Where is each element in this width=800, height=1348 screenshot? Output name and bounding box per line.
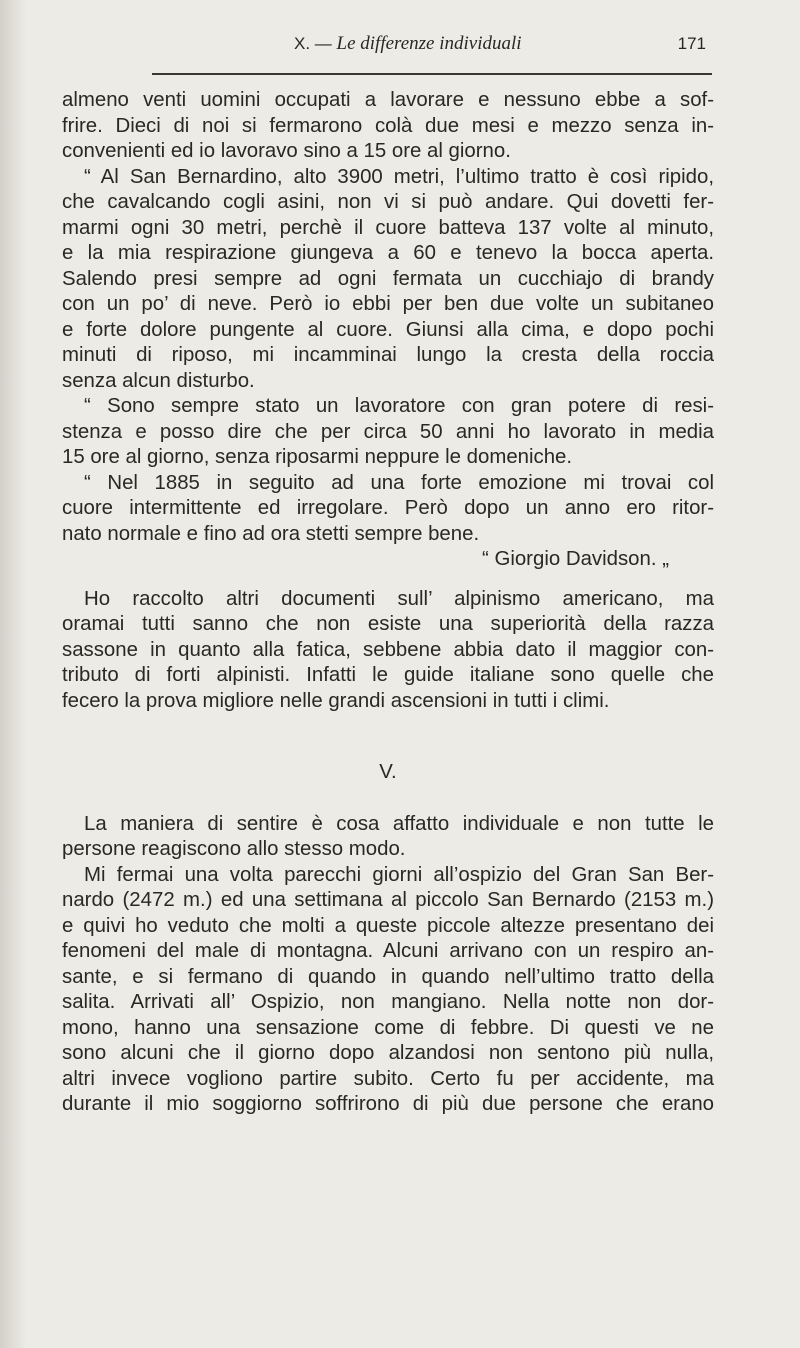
text-line: marmi ogni 30 metri, perchè il cuore batteva 137 volte al minuto, bbox=[62, 216, 714, 239]
chapter-number: X. — bbox=[294, 34, 337, 53]
text-line: Mi fermai una volta parecchi giorni all’ospizio del Gran San Ber- bbox=[84, 863, 714, 886]
section-gap bbox=[62, 714, 714, 760]
text-line: “ Nel 1885 in seguito ad una forte emozione mi trovai col bbox=[84, 471, 714, 494]
text-line: e quivi ho veduto che molti a queste piccole altezze presentano dei bbox=[62, 914, 714, 937]
text-line: e forte dolore pungente al cuore. Giunsi alla cima, e dopo pochi bbox=[62, 318, 714, 341]
text-line: “ Sono sempre stato un lavoratore con gran potere di resi- bbox=[84, 395, 714, 417]
section-heading: V. bbox=[379, 761, 397, 783]
signature-line: “ Giorgio Davidson. „ bbox=[482, 548, 669, 570]
text-line: sono alcuni che il giorno dopo alzandosi non sentono più nulla, bbox=[62, 1042, 714, 1064]
running-head-chapter bbox=[294, 30, 522, 58]
page-number: 171 bbox=[677, 34, 706, 53]
chapter-title: Le differenze individuali bbox=[336, 33, 522, 54]
text-line: fecero la prova migliore nelle grandi ascensioni in tutti i climi. bbox=[62, 689, 610, 712]
text-line: persone reagiscono allo stesso modo. bbox=[62, 838, 406, 860]
text-line: La maniera di sentire è cosa affatto individuale e non tutte le bbox=[84, 812, 714, 835]
text-line: tributo di forti alpinisti. Infatti le guide italiane sono quelle che bbox=[62, 664, 714, 686]
text-line: convenienti ed io lavoravo sino a 15 ore al giorno. bbox=[62, 140, 511, 162]
paragraph-gap bbox=[62, 573, 714, 587]
header-rule bbox=[152, 73, 712, 75]
text-line: Ho raccolto altri documenti sull’ alpinismo americano, ma bbox=[84, 587, 714, 610]
text-line: sante, e si fermano di quando in quando nell’ultimo tratto della bbox=[62, 965, 714, 988]
text-line: mono, hanno una sensazione come di febbre. Di questi ve ne bbox=[62, 1016, 714, 1039]
section-gap bbox=[62, 786, 714, 812]
text-line: “ Al San Bernardino, alto 3900 metri, l’ultimo tratto è così ripido, bbox=[84, 165, 714, 188]
text-line: cuore intermittente ed irregolare. Però dopo un anno ero ritor- bbox=[62, 497, 714, 519]
text-line: frire. Dieci di noi si fermarono colà due mesi e mezzo senza in- bbox=[62, 114, 714, 137]
text-line: stenza e posso dire che per circa 50 anni ho lavorato in media bbox=[62, 420, 714, 443]
text-line: salita. Arrivati all’ Ospizio, non mangiano. Nella notte non dor- bbox=[62, 991, 714, 1013]
text-line: minuti di riposo, mi incamminai lungo la cresta della roccia bbox=[62, 344, 714, 366]
text-line: 15 ore al giorno, senza riposarmi neppure le domeniche. bbox=[62, 446, 573, 468]
text-line: sassone in quanto alla fatica, sebbene abbia dato il maggior con- bbox=[62, 638, 714, 661]
text-line: senza alcun disturbo. bbox=[62, 369, 255, 392]
text-line: e la mia respirazione giungeva a 60 e tenevo la bocca aperta. bbox=[62, 242, 714, 264]
text-line: fenomeni del male di montagna. Alcuni arrivano con un respiro an- bbox=[62, 940, 714, 962]
text-line: che cavalcando cogli asini, non vi si può andare. Qui dovetti fer- bbox=[62, 191, 714, 213]
text-line: almeno venti uomini occupati a lavorare e nessuno ebbe a sof- bbox=[62, 89, 714, 111]
text-line: oramai tutti sanno che non esiste una superiorità della razza bbox=[62, 613, 714, 635]
text-line: durante il mio soggiorno soffrirono di più due persone che erano bbox=[62, 1093, 714, 1115]
text-line: con un po’ di neve. Però io ebbi per ben due volte un subitaneo bbox=[62, 293, 714, 315]
running-head bbox=[62, 30, 714, 58]
page-edge-shadow bbox=[0, 0, 26, 1348]
text-line: nardo (2472 m.) ed una settimana al piccolo San Bernardo (2153 m.) bbox=[62, 889, 714, 911]
text-line: nato normale e fino ad ora stetti sempre bene. bbox=[62, 522, 480, 545]
text-line: Salendo presi sempre ad ogni fermata un cucchiajo di brandy bbox=[62, 267, 714, 290]
body-text bbox=[62, 88, 714, 1118]
text-line: altri invece vogliono partire subito. Certo fu per accidente, ma bbox=[62, 1067, 714, 1090]
